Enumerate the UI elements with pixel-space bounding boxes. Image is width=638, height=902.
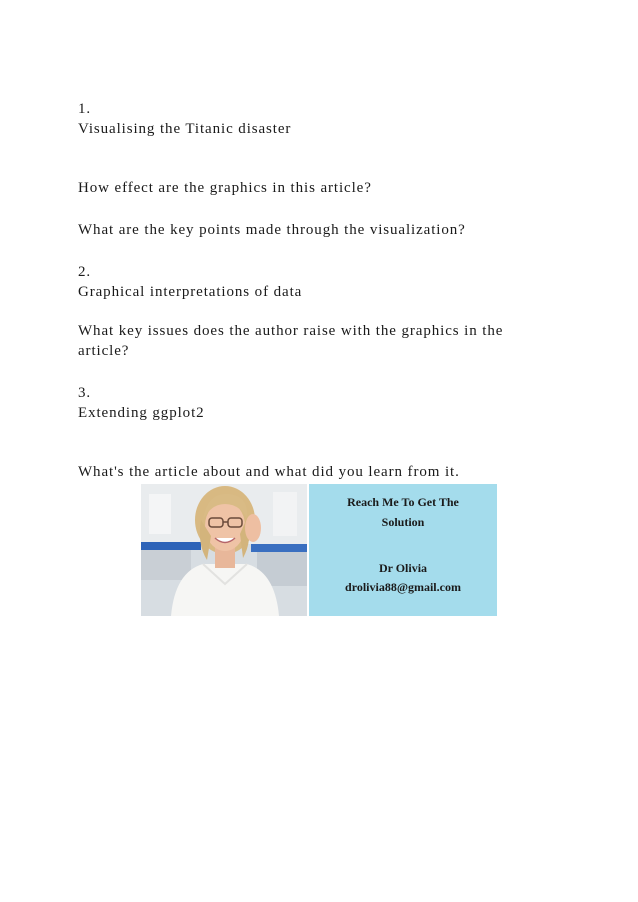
section-3-question-1: What's the article about and what did you learn from it. — [78, 464, 460, 480]
contact-email[interactable]: drolivia88@gmail.com — [345, 580, 461, 594]
contact-line-1: Reach Me To Get The — [347, 495, 459, 509]
contact-line-2: Solution — [381, 515, 425, 529]
section-2-question-line-2: article? — [78, 343, 130, 359]
section-1-number: 1. — [78, 101, 92, 117]
contact-banner — [141, 484, 497, 616]
contact-box — [309, 484, 497, 616]
section-1-question-1: How effect are the graphics in this article? — [78, 180, 372, 196]
section-1-title: Visualising the Titanic disaster — [78, 121, 292, 137]
contact-name: Dr Olivia — [378, 561, 428, 575]
section-2-question-line-1: What key issues does the author raise with the graphics in the — [78, 323, 504, 339]
section-2-title: Graphical interpretations of data — [78, 284, 303, 300]
section-1-question-2: What are the key points made through the visualization? — [78, 222, 466, 238]
section-3-title: Extending ggplot2 — [78, 405, 205, 421]
section-3-number: 3. — [78, 385, 92, 401]
woman-photo — [141, 484, 307, 616]
section-2-number: 2. — [78, 264, 92, 280]
